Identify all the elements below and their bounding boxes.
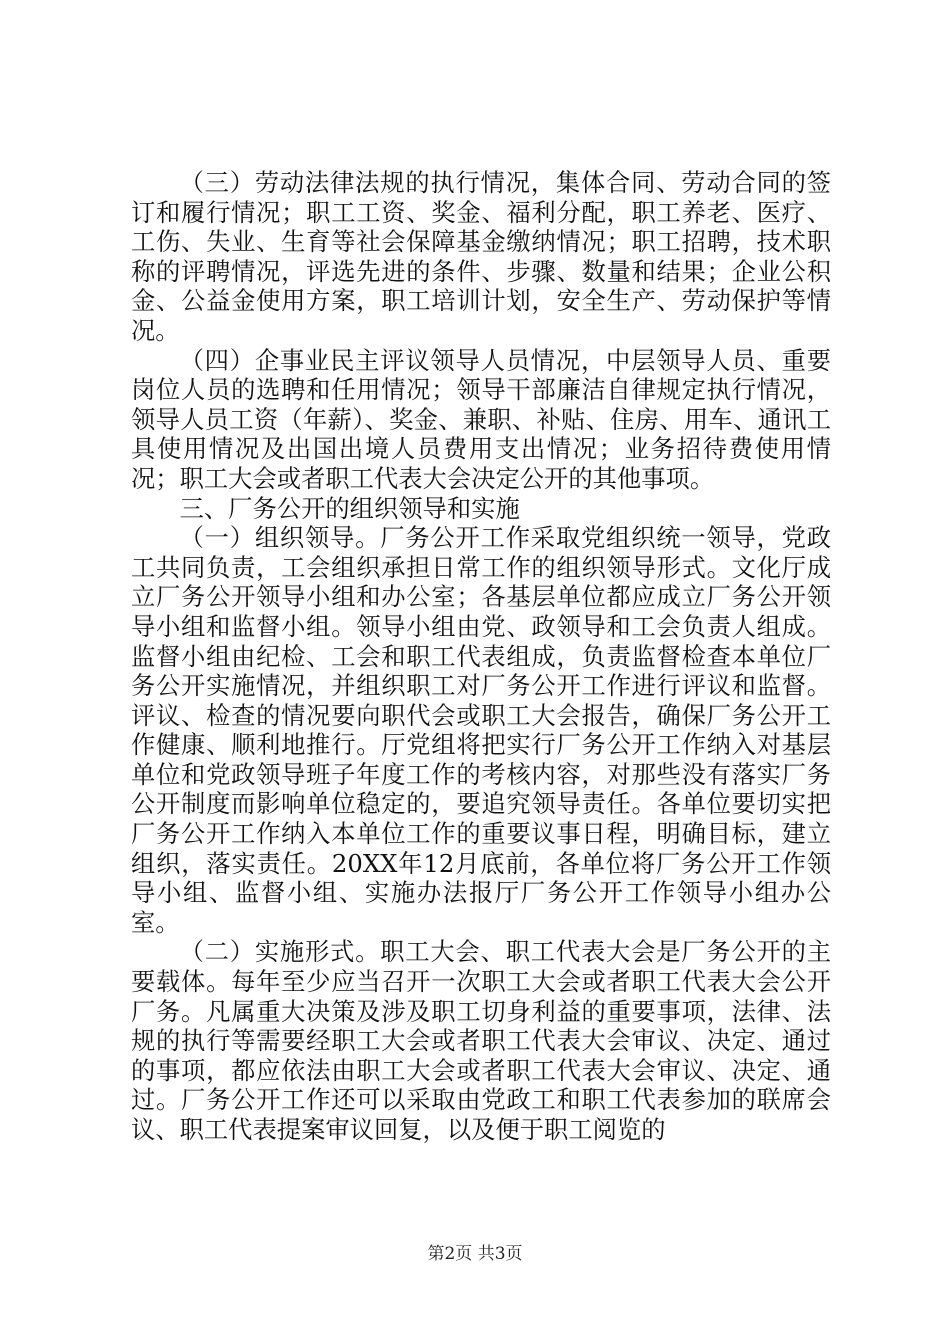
paragraph-implementation-form: （二）实施形式。职工大会、职工代表大会是厂务公开的主要载体。每年至少应当召开一次职工大会或者职工代表大会公开厂务。凡属重大决策及涉及职工切身利益的重要事项，法律、法规的执行等需要经职工大会或者职工代表大会审议、决定、通过的事项，都应依法由职工大会或者职工代表大会审议、决定、通过。厂务公开工作还可以采取由党政工和职工代表参加的联席会议、职工代表提案审议回复，以及便于职工阅览的 xyxy=(131,937,831,1144)
section-heading: 三、厂务公开的组织领导和实施 xyxy=(179,493,520,523)
paragraph-organization-leadership: （一）组织领导。厂务公开工作采取党组织统一领导，党政工共同负责，工会组织承担日常工作的组织领导形式。文化厅成立厂务公开领导小组和办公室；各基层单位都应成立厂务公开领导小组和监督小组。领导小组由党、政领导和工会负责人组成。监督小组由纪检、工会和职工代表组成，负责监督检查本单位厂务公开实施情况，并组织职工对厂务公开工作进行评议和监督。评议、检查的情况要向职代会或职工大会报告，确保厂务公开工作健康、顺利地推行。厅党组将把实行厂务公开工作纳入对基层单位和党政领导班子年度工作的考核内容，对那些没有落实厂务公开制度而影响单位稳定的，要追究领导责任。各单位要切实把厂务公开工作纳入本单位工作的重要议事日程，明确目标，建立组织，落实责任。20XX年12月底前，各单位将厂务公开工作领导小组、监督小组、实施办法报厅厂务公开工作领导小组办公室。 xyxy=(131,523,831,937)
paragraph-labor-law: （三）劳动法律法规的执行情况，集体合同、劳动合同的签订和履行情况；职工工资、奖金、福利分配，职工养老、医疗、工伤、失业、生育等社会保障基金缴纳情况；职工招聘，技术职称的评聘情况，评选先进的条件、步骤、数量和结果；企业公积金、公益金使用方案，职工培训计划，安全生产、劳动保护等情况。 xyxy=(131,168,831,345)
document-body xyxy=(131,168,831,1145)
page-number-footer: 第2页 共3页 xyxy=(427,1244,523,1264)
paragraph-leadership-review: （四）企事业民主评议领导人员情况，中层领导人员、重要岗位人员的选聘和任用情况；领导干部廉洁自律规定执行情况，领导人员工资（年薪）、奖金、兼职、补贴、住房、用车、通讯工具使用情况及出国出境人员费用支出情况；业务招待费使用情况；职工大会或者职工代表大会决定公开的其他事项。 xyxy=(131,345,831,493)
